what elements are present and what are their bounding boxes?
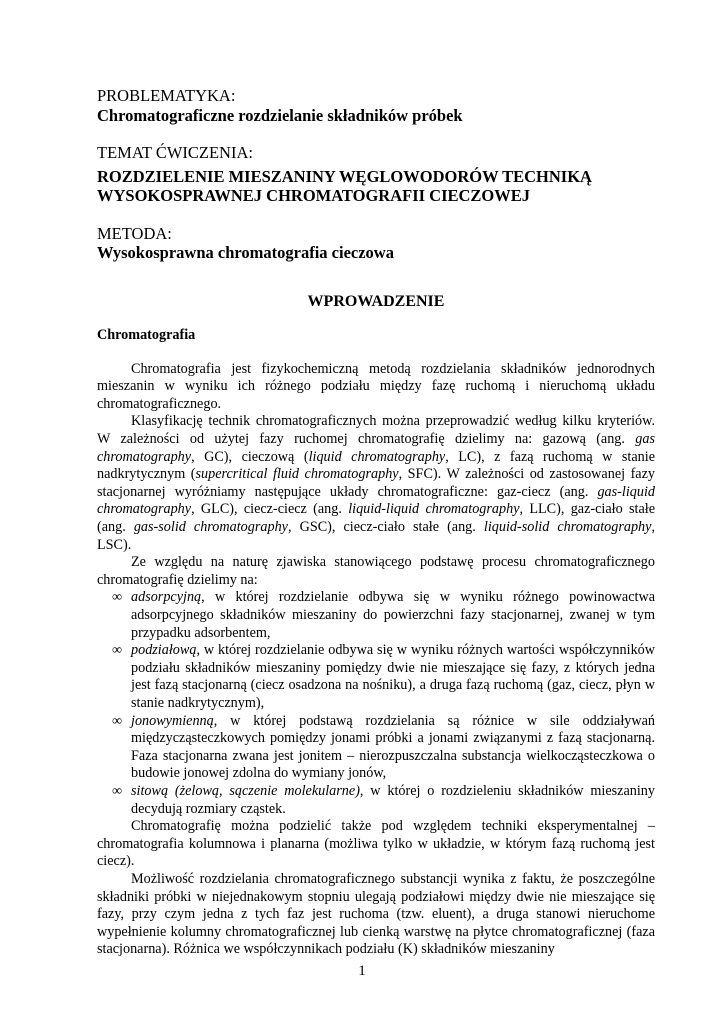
page-number: 1 — [358, 963, 366, 979]
list-item: ∞ podziałową, w której rozdzielanie odbywa się w wyniku różnych wartości współczynników podziału składników mieszaniny pomiędzy dwie nie mieszające się fazy, z których jedna jest fazą stacjonarną (ciecz osadzona na nośniku), a druga fazą ruchomą (gaz, ciecz, płyn w stanie nadkrytycznym), — [112, 642, 655, 711]
method-value: Wysokosprawna chromatografia cieczowa — [97, 243, 394, 262]
method-label: METODA: — [97, 223, 172, 243]
classification-list — [97, 589, 655, 818]
paragraph-1: Chromatografia jest fizykochemiczną metodą rozdzielania składników jednorodnych mieszanin w wyniku ich różnego podziału między fazę ruchomą i nieruchomą układu chromatograficznego. — [97, 360, 655, 412]
list-item: ∞ sitową (żelową, sączenie molekularne), w której o rozdzieleniu składników mieszaniny decydują rozmiary cząstek. — [112, 782, 655, 817]
bullet-infinity-icon: ∞ — [112, 642, 123, 659]
bullet-infinity-icon: ∞ — [112, 782, 123, 799]
bullet-infinity-icon: ∞ — [112, 712, 123, 729]
topic-label: TEMAT ĆWICZENIA: — [97, 143, 253, 162]
subsection-title: Chromatografia — [97, 327, 196, 344]
topic-value-line-2: WYSOKOSPRAWNEJ CHROMATOGRAFII CIECZOWEJ — [97, 186, 531, 205]
document-page — [97, 86, 655, 959]
paragraph-3: Ze względu na naturę zjawiska stanowiącego podstawę procesu chromatograficznego chromatografię dzielimy na: — [97, 554, 655, 588]
list-item: ∞ jonowymienną, w której podstawą rozdzielania są różnice w sile oddziaływań międzycząsteczkowych pomiędzy jonami próbki a jonami związanymi z fazą stacjonarną. Faza stacjonarna zwana jest jonitem – nierozpuszczalna substancja wielkocząsteczkowa o budowie jonowej zdolna do wymiany jonów, — [112, 712, 655, 782]
list-item: ∞ adsorpcyjną, w której rozdzielanie odbywa się w wyniku różnego powinowactwa adsorpcyjnego składników mieszaniny do powierzchni fazy stacjonarnej, zwanej w tym przypadku adsorbentem, — [112, 589, 655, 641]
paragraph-2: Klasyfikację technik chromatograficznych można przeprowadzić według kilku kryteriów. W zależności od użytej fazy ruchomej chromatografię dzielimy na: gazową (ang. gas chromatography, GC), cieczową (liquid chromatography, LC), z fazą ruchomą w stanie nadkrytycznym (supercritical fluid chromatography, SFC). W zależności od zastosowanej fazy stacjonarnej wyróżniamy następujące układy chromatograficzne: gaz-ciecz (ang. gas-liquid chromatography, GLC), ciecz-ciecz (ang. liquid-liquid chromatography, LLC), gaz-ciało stałe (ang. gas-solid chromatography, GSC), ciecz-ciało stałe (ang. liquid-solid chromatography, LSC). — [97, 413, 655, 553]
section-title: WPROWADZENIE — [307, 292, 445, 310]
topic-value-line-1: ROZDZIELENIE MIESZANINY WĘGLOWODORÓW TECHNIKĄ — [97, 166, 592, 186]
paragraph-4: Chromatografię można podzielić także pod względem techniki eksperymentalnej – chromatografia kolumnowa i planarna (możliwa tylko w układzie, w którym fazą ruchomą jest ciecz). — [97, 818, 655, 870]
paragraph-5: Możliwość rozdzielania chromatograficznego substancji wynika z faktu, że poszczególne składniki próbki w niejednakowym stopniu ulegają podziałowi między dwie nie mieszające się fazy, przy czym jedna z tych faz jest ruchoma (tzw. eluent), a druga stanowi nieruchome wypełnienie kolumny chromatograficznej lub cienką warstwę na płytce chromatograficznej (faza stacjonarna). Różnica we współczynnikach podziału (K) składników mieszaniny — [97, 870, 655, 958]
problem-value: Chromatograficzne rozdzielanie składników próbek — [97, 105, 463, 125]
problem-label: PROBLEMATYKA: — [97, 86, 236, 105]
bullet-infinity-icon: ∞ — [112, 589, 123, 606]
